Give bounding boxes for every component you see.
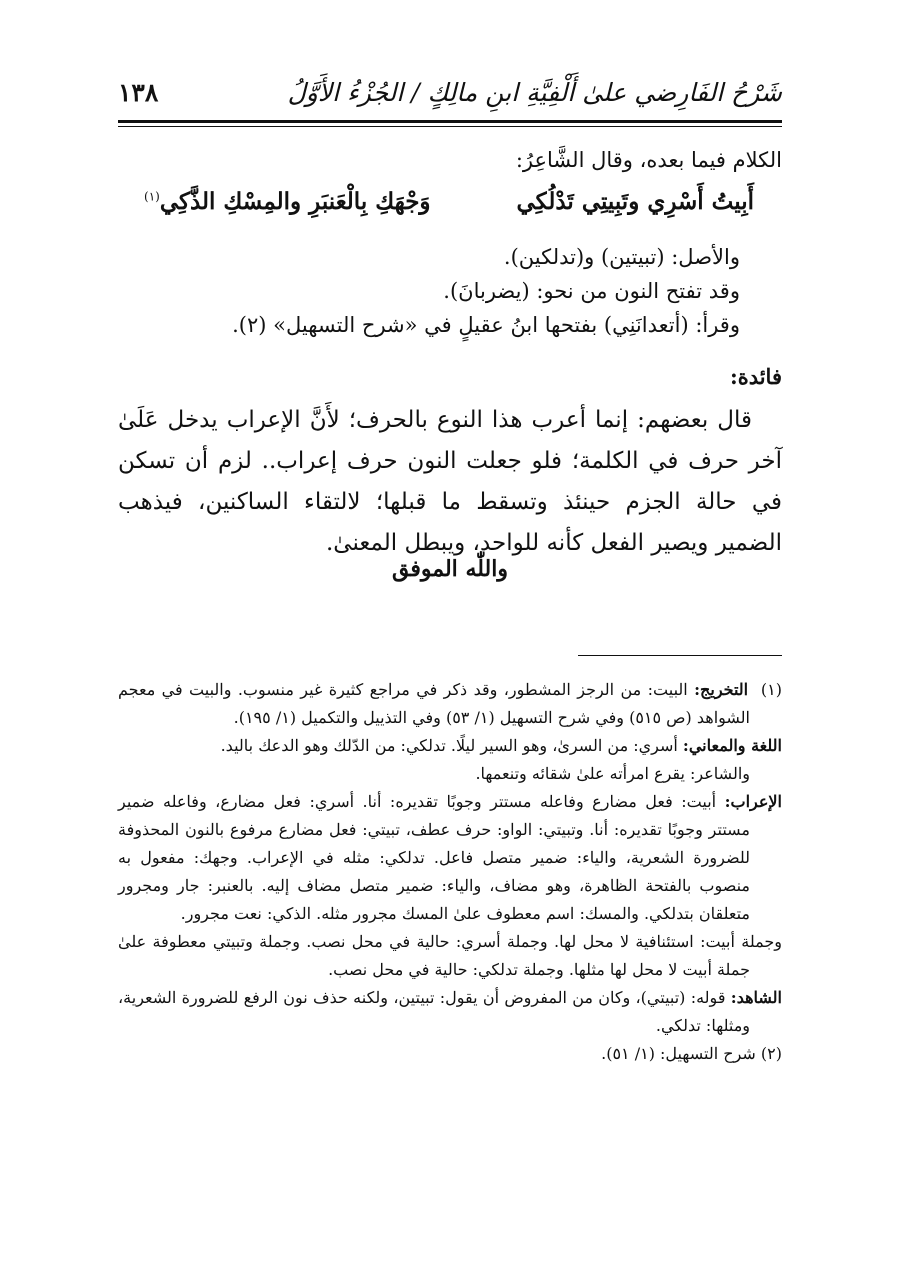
line-qira: وقرأ: (أتعدانَنِي) بفتحها ابنُ عقيلٍ في «شرح التسهيل» (٢). — [232, 313, 740, 337]
footnote-1-shahid: الشاهد: قوله: (تبيتي)، وكان من المفروض أن يقول: تبيتين، ولكنه حذف نون الرفع للضرورة الشعرية، ومثلها: تدلكي. — [118, 988, 782, 1035]
footnote-1-takhrij: (١) التخريج: البيت: من الرجز المشطور، وقد ذكر في مراجع كثيرة غير منسوب. والبيت في معجم الشواهد (ص ٥١٥) وفي شرح التسهيل (١/ ٥٣) وفي التذييل والتكميل (١/ ١٩٥). — [118, 680, 782, 727]
footnote-separator — [578, 655, 782, 656]
footnote-1-shair: والشاعر: يقرع امرأته علىٰ شقائه وتنعمها. — [475, 764, 750, 783]
header-rule-thick — [118, 120, 782, 123]
takhrij-label: التخريج: — [694, 680, 749, 699]
footnote-1-jumla: وجملة أبيت: استئنافية لا محل لها. وجملة أسري: حالية في محل نصب. وجملة وتبيتي معطوفة علىٰ جملة أبيت لا محل لها مثلها. وجملة تدلكي: حالية في محل نصب. — [118, 932, 783, 979]
verse-first-hemistich: أَبِيتُ أَسْرِي وتَبِيتِي تَدْلُكِي — [516, 188, 754, 215]
faida-paragraph: قال بعضهم: إنما أعرب هذا النوع بالحرف؛ لأَنَّ الإعراب يدخل عَلَىٰ آخر حرف في الكلمة؛ فلو جعلت النون حرف إعراب.. لزم أن تسكن في حالة الجزم حينئذ وتسقط ما قبلها؛ لالتقاء الساكنين، فيذهب الضمير ويصير الفعل كأنه للواحد، ويبطل المعنىٰ. — [118, 407, 782, 556]
lugha-label: اللغة والمعاني: — [682, 736, 782, 755]
intro-line: الكلام فيما بعده، وقال الشَّاعِرُ: — [515, 148, 782, 172]
footnote-1-number: (١) — [760, 680, 782, 699]
line-asl: والأصل: (تبيتين) و(تدلكين). — [503, 245, 740, 269]
footnote-1-lugha: اللغة والمعاني: أسري: من السرىٰ، وهو السير ليلًا. تدلكي: من الدّلك وهو الدعك باليد. — [220, 736, 782, 755]
header-rule-thin — [118, 126, 782, 127]
body-lines — [118, 240, 740, 342]
footnote-2-number: (٢) — [760, 1044, 782, 1063]
poetry-verse — [144, 188, 754, 232]
running-title: شَرْحُ الفَارِضي علىٰ أَلْفِيَّةِ ابنِ مالِكٍ / الجُزْءُ الأَوَّلُ — [287, 78, 782, 107]
irab-label: الإعراب: — [724, 792, 782, 811]
footnote-ref-1: (١) — [144, 189, 160, 204]
footnotes — [118, 676, 782, 1068]
footnote-1-irab: الإعراب: أبيت: فعل مضارع وفاعله مستتر وجوبًا تقديره: أنا. أسري: فعل مضارع، وفاعله ضمير مستتر وجوبًا تقديره: أنا. وتبيتي: الواو: حرف عطف، تبيتي: فعل مضارع مرفوع بالنون المحذوفة للضرورة الشعرية، والياء: ضمير متصل فاعل. تدلكي: مثله في الإعراب. وجهك: مفعول به منصوب بالفتحة الظاهرة، وهو مضاف، والياء: ضمير متصل مضاف إليه. بالعنبر: جار ومجرور متعلقان بتدلكي. والمسك: اسم معطوف علىٰ المسك مجرور مثله. الذكي: نعت مجرور. — [118, 792, 782, 923]
page-number: ١٣٨ — [118, 78, 159, 107]
faida-heading: فائدة: — [729, 364, 782, 389]
closing-phrase: واللّٰه الموفق — [392, 556, 508, 582]
verse-second-hemistich: وَجْهَكِ بِالْعَنبَرِ والمِسْكِ الذَّكِي$^{(١)}$ — [144, 188, 431, 215]
footnote-2: (٢) شرح التسهيل: (١/ ٥١). — [601, 1044, 782, 1063]
line-fath: وقد تفتح النون من نحو: (يضربانَ). — [443, 279, 740, 303]
running-header — [118, 74, 782, 114]
body-intro — [122, 142, 782, 178]
shahid-label: الشاهد: — [730, 988, 782, 1007]
